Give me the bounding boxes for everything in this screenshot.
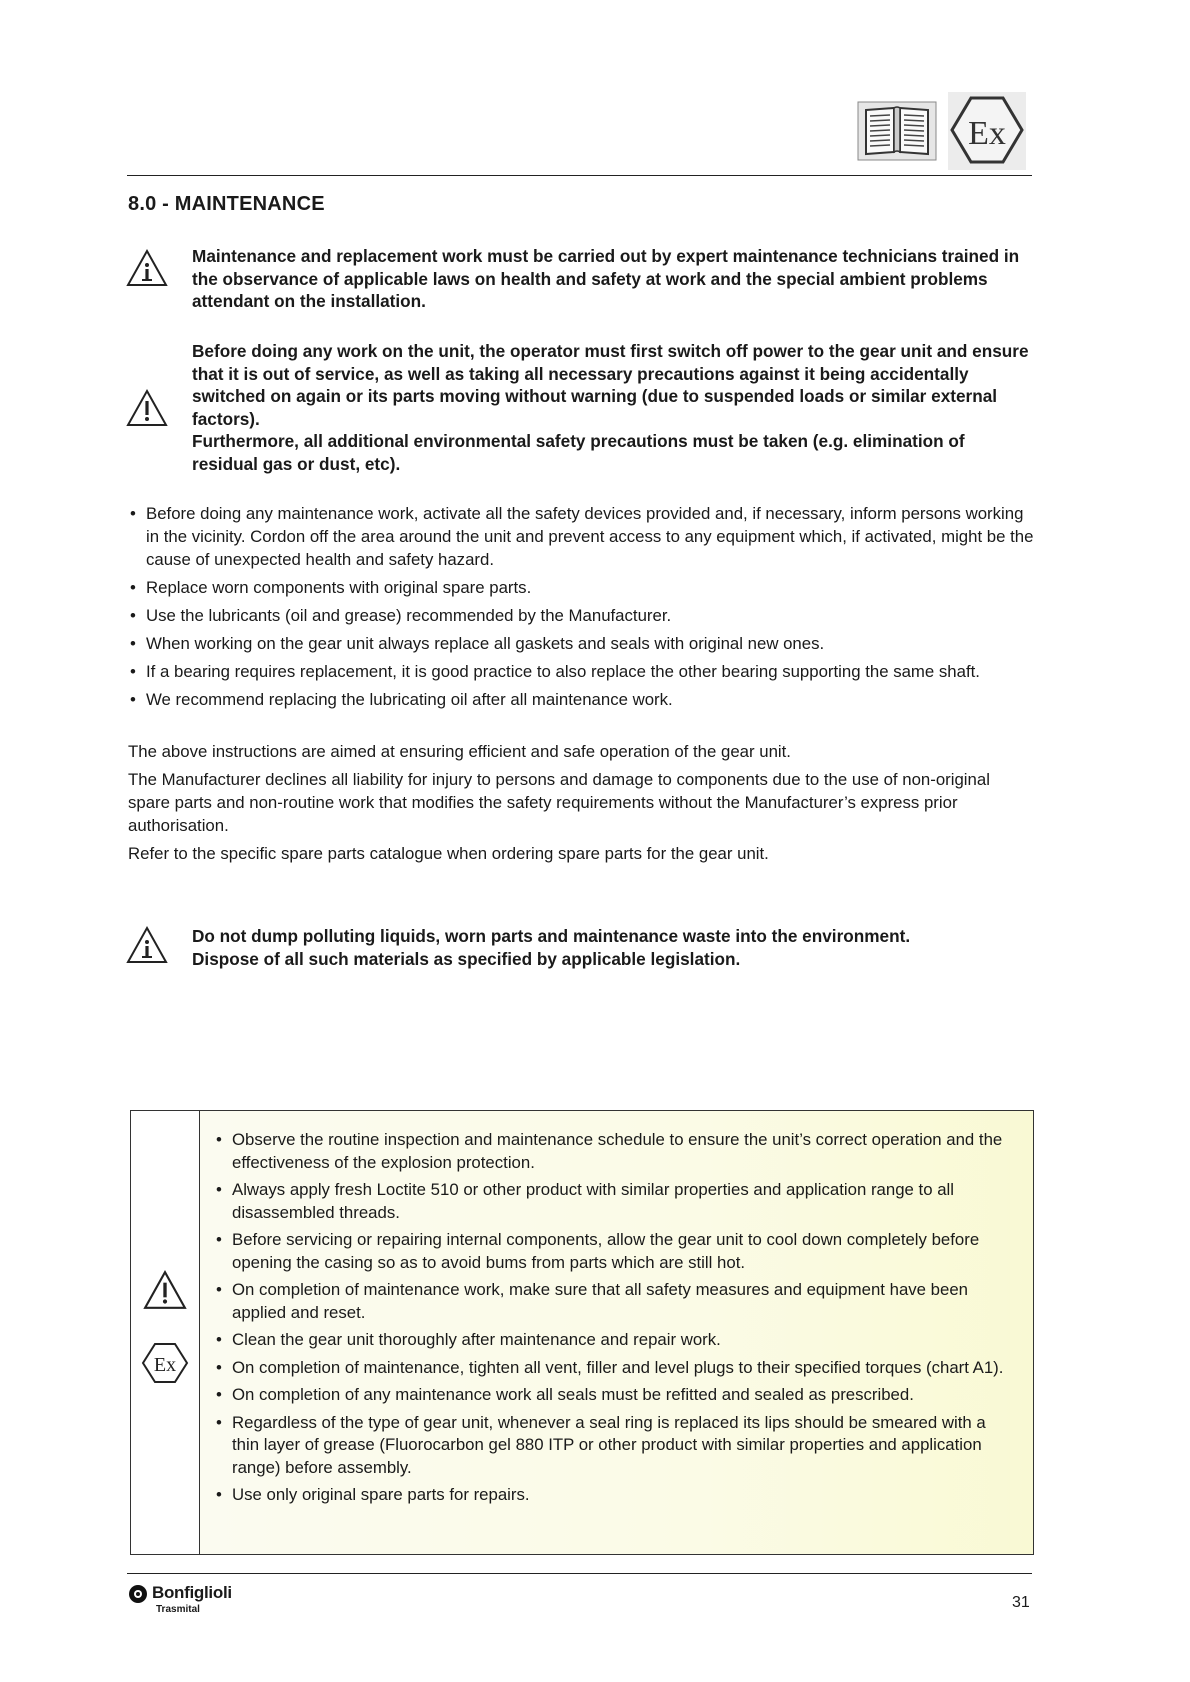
list-item: • On completion of maintenance work, make sure that all safety measures and equipment have been applied and reset. xyxy=(214,1279,1017,1324)
info-note-bottom xyxy=(192,925,1032,970)
brand-logo xyxy=(128,1583,288,1623)
ex-symbol-text: Ex xyxy=(968,115,1006,152)
info-note-bottom-text-1: Do not dump polluting liquids, worn parts and maintenance waste into the environment. xyxy=(192,926,911,946)
list-item: • Regardless of the type of gear unit, whenever a seal ring is replaced its lips should be smeared with a thin layer of grease (Fluorocarbon gel 880 ITP or other product with similar properties and application range) before assembly. xyxy=(214,1412,1017,1480)
list-item: • We recommend replacing the lubricating oil after all maintenance work. xyxy=(128,688,1034,711)
info-note-top xyxy=(192,245,1032,313)
atex-box-icon-column xyxy=(131,1111,200,1554)
atex-bullet-list xyxy=(200,1111,1033,1507)
warning-note-text-1: Before doing any work on the unit, the operator must first switch off power to the gear unit and ensure that it is out of service, as well as taking all necessary precautions against it being accidentally switched on again or its parts moving without warning (due to suspended loads or similar external factors). xyxy=(192,341,1029,429)
paragraph: The above instructions are aimed at ensuring efficient and safe operation of the gear unit. xyxy=(128,742,791,761)
body-paragraphs xyxy=(128,740,1034,870)
header-icon-group xyxy=(856,88,1028,172)
atex-maintenance-box xyxy=(130,1110,1034,1555)
atex-ex-icon xyxy=(141,1341,189,1385)
list-item: • Use the lubricants (oil and grease) recommended by the Manufacturer. xyxy=(128,604,1034,627)
list-item: • When working on the gear unit always replace all gaskets and seals with original new ones. xyxy=(128,632,1034,655)
info-note-top-text: Maintenance and replacement work must be carried out by expert maintenance technicians trained in the observance of applicable laws on health and safety at work and the special ambient problems attendant on the installation. xyxy=(192,246,1020,311)
list-item: • Before doing any maintenance work, activate all the safety devices provided and, if necessary, inform persons working in the vicinity. Cordon off the area around the unit and prevent access to any equipment which, if activated, might be the cause of unexpected health and safety hazard. xyxy=(128,502,1034,571)
list-item: • Clean the gear unit thoroughly after maintenance and repair work. xyxy=(214,1329,1017,1352)
brand-subname: Trasmital xyxy=(156,1604,200,1615)
info-triangle-icon xyxy=(126,925,168,965)
bonfiglioli-logo-icon xyxy=(128,1584,148,1604)
list-item: • Always apply fresh Loctite 510 or other product with similar properties and application range to all disassembled threads. xyxy=(214,1179,1017,1224)
maintenance-bullet-list xyxy=(128,502,1034,716)
warning-note xyxy=(192,340,1032,475)
ex-symbol-text: Ex xyxy=(153,1354,177,1376)
header-icons xyxy=(856,88,1028,172)
atex-ex-icon xyxy=(948,92,1026,170)
manual-book-icon xyxy=(858,102,936,160)
atex-box-content xyxy=(200,1111,1033,1554)
list-item: • Replace worn components with original spare parts. xyxy=(128,576,1034,599)
info-note-bottom-text-2: Dispose of all such materials as specified by applicable legislation. xyxy=(192,948,741,969)
paragraph: The Manufacturer declines all liability for injury to persons and damage to components due to the use of non-original spare parts and non-routine work that modifies the safety requirements without the Manufacturer’s express prior authorisation. xyxy=(128,770,990,835)
section-title: 8.0 - MAINTENANCE xyxy=(128,193,325,215)
list-item: • On completion of maintenance, tighten all vent, filler and level plugs to their specified torques (chart A1). xyxy=(214,1357,1017,1380)
info-triangle-icon xyxy=(126,248,168,288)
list-item: • Observe the routine inspection and maintenance schedule to ensure the unit’s correct operation and the effectiveness of the explosion protection. xyxy=(214,1129,1017,1174)
brand-name: Bonfiglioli xyxy=(152,1583,232,1602)
list-item: • Use only original spare parts for repairs. xyxy=(214,1484,1017,1507)
warning-triangle-icon xyxy=(126,388,168,428)
warning-note-text-2: Furthermore, all additional environmental safety precautions must be taken (e.g. elimination of residual gas or dust, etc). xyxy=(192,431,965,474)
list-item: • If a bearing requires replacement, it is good practice to also replace the other bearing supporting the same shaft. xyxy=(128,660,1034,683)
list-item: • Before servicing or repairing internal components, allow the gear unit to cool down completely before opening the casing so as to avoid bums from parts which are still hot. xyxy=(214,1229,1017,1274)
list-item: • On completion of any maintenance work all seals must be refitted and sealed as prescribed. xyxy=(214,1384,1017,1407)
page-number: 31 xyxy=(1012,1594,1030,1611)
bottom-rule xyxy=(127,1573,1032,1574)
warning-triangle-icon xyxy=(143,1269,187,1311)
top-rule xyxy=(127,175,1032,176)
paragraph: Refer to the specific spare parts catalogue when ordering spare parts for the gear unit. xyxy=(128,844,769,863)
